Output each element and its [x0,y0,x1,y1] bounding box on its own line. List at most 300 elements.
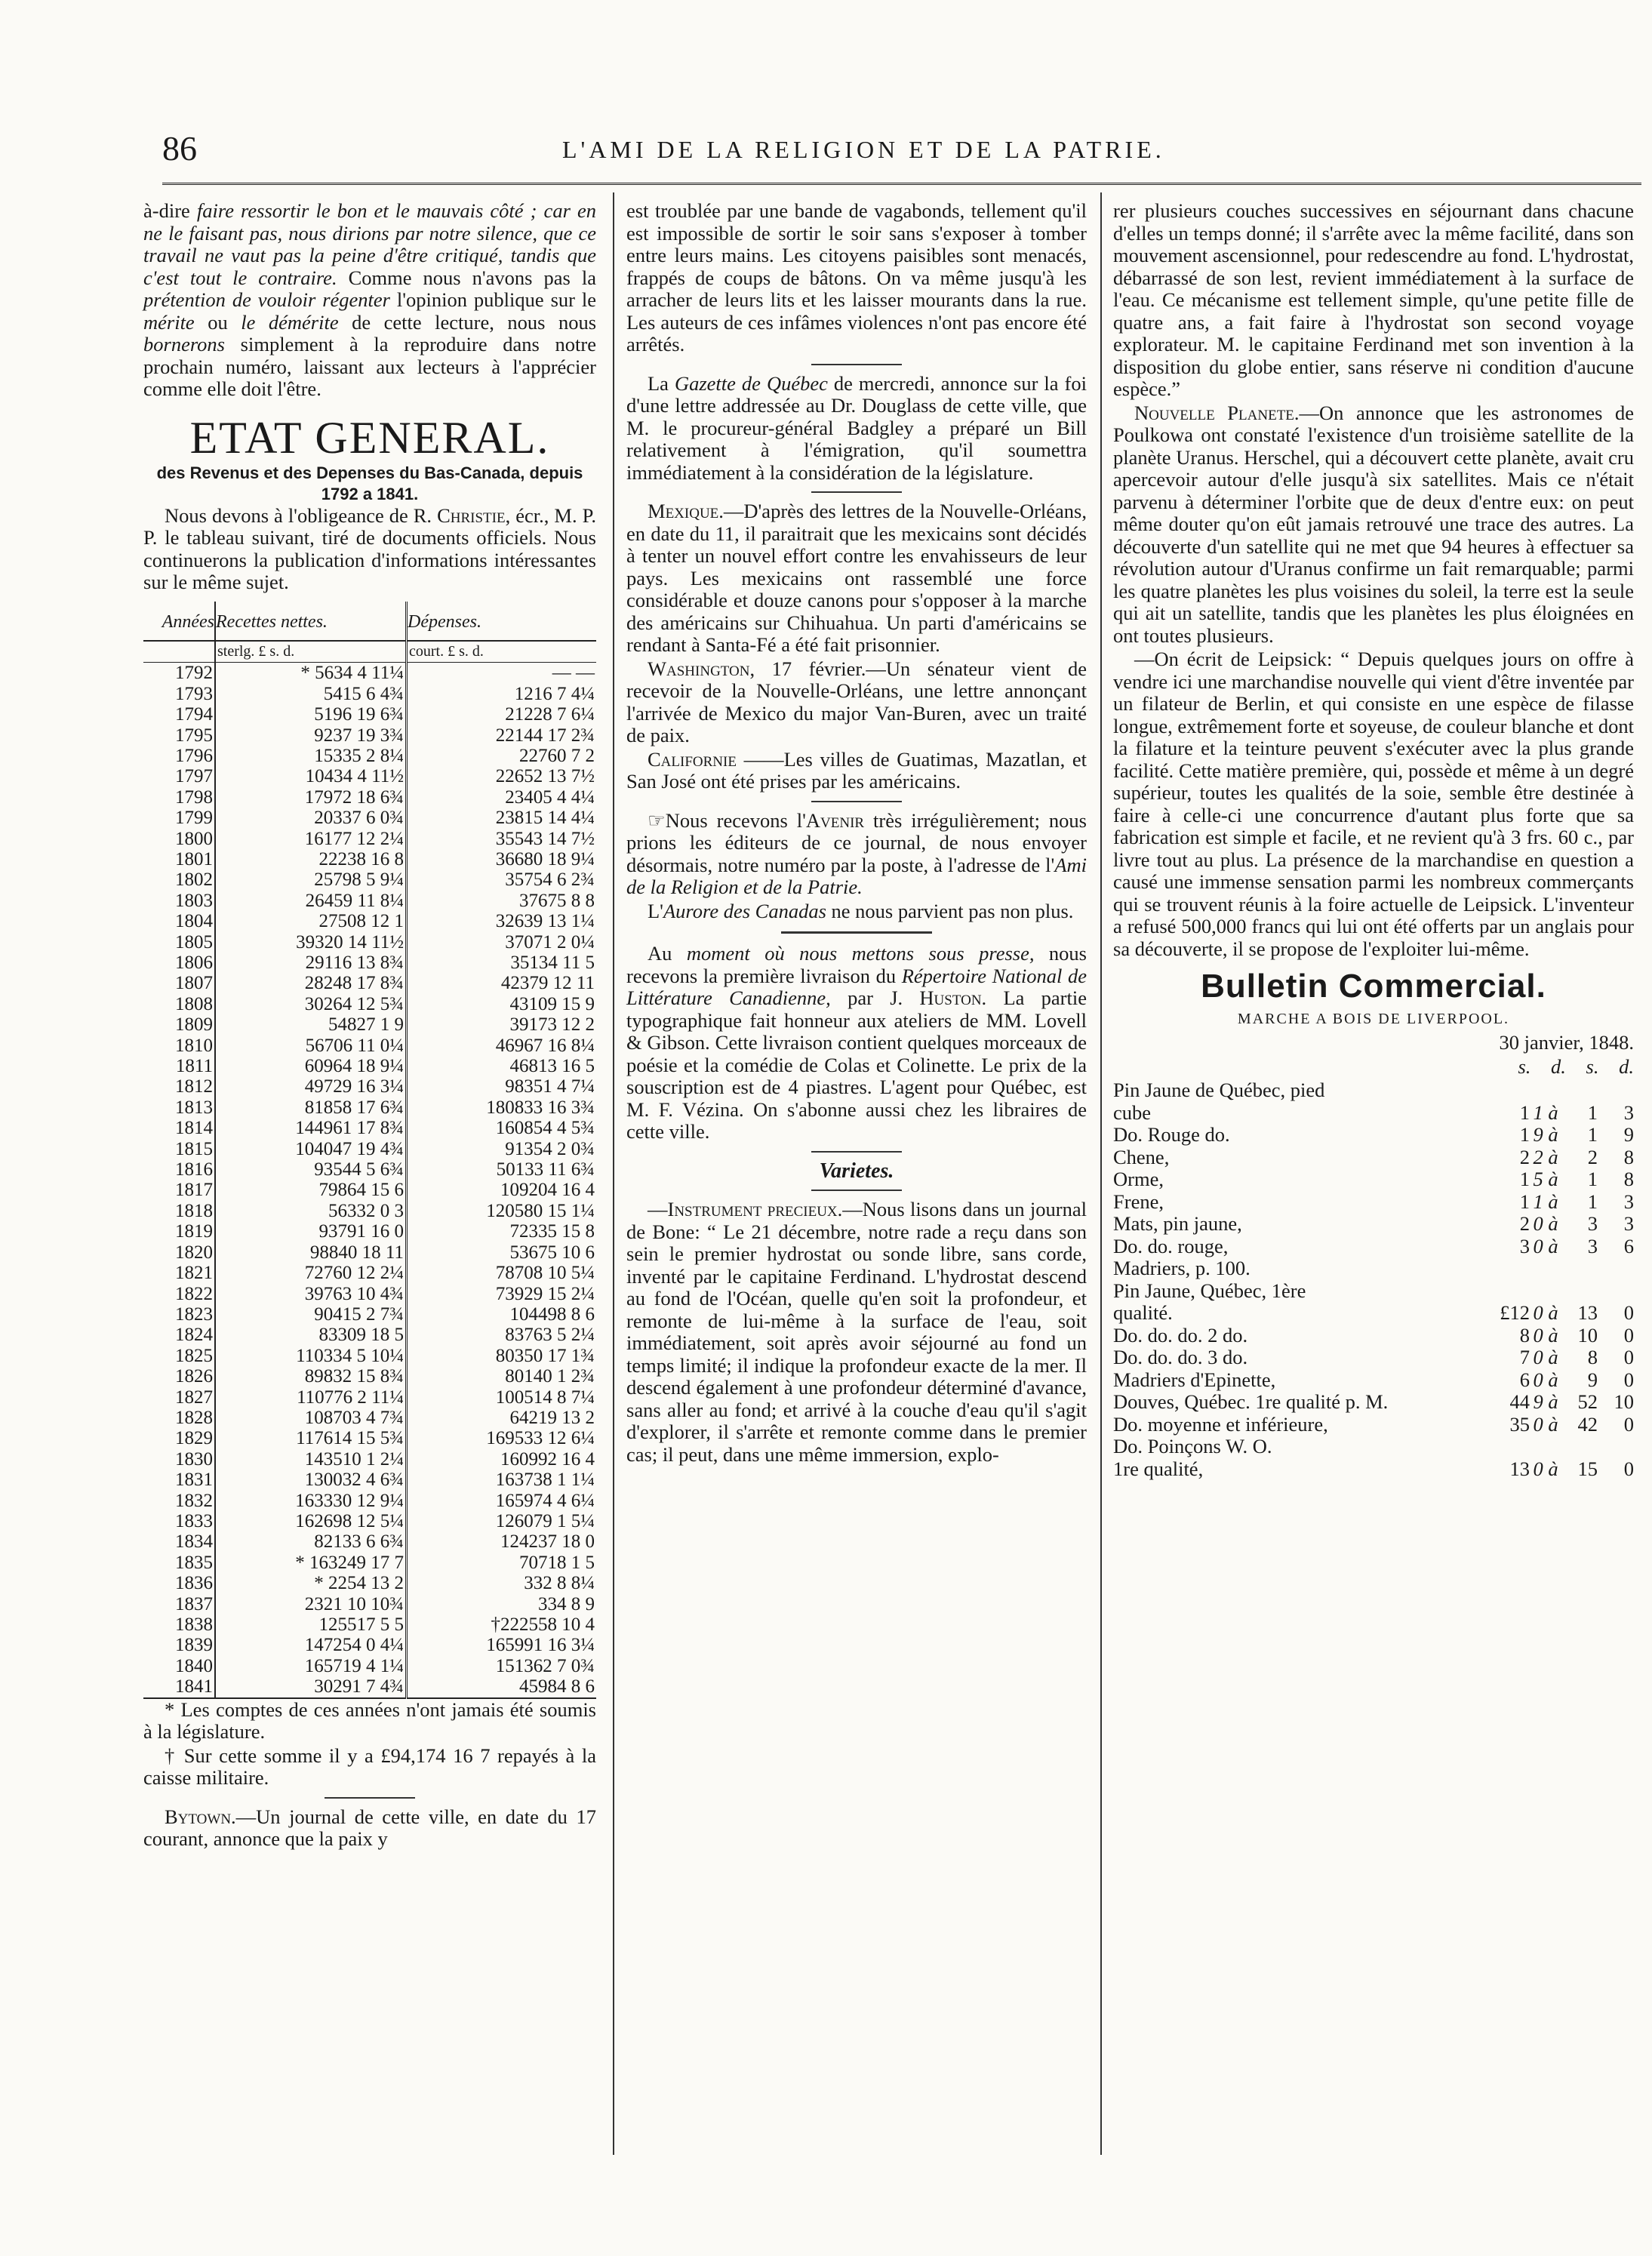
market-price-cell: 0 [1623,1323,1634,1347]
expenses-cell: 180833 16 3¾ [486,1097,595,1118]
receipts-cell: 90415 2 7¾ [215,1304,407,1325]
market-price-cell [1598,1280,1634,1303]
receipts-cell: 54827 1 9 [215,1014,407,1035]
year-cell: 1800 [143,829,215,849]
market-price-cell: £12 [1500,1301,1530,1324]
column-2 [626,200,1087,1467]
year-cell: 1832 [143,1491,215,1511]
year-cell: 1808 [143,994,215,1014]
expenses-cell: 78708 10 5¼ [495,1263,595,1284]
year-cell: 1830 [143,1449,215,1470]
receipts-cell: 93791 16 0 [215,1221,407,1242]
market-price-cell: 1 [1519,1168,1530,1190]
separator [811,364,902,365]
expenses-cell: 160854 4 5¾ [495,1118,595,1139]
receipts-cell: 110334 5 10¼ [215,1346,407,1366]
market-date: 30 janvier, 1848. [1499,1031,1634,1054]
year-cell: 1815 [143,1139,215,1159]
market-price-cell: 0 à [1533,1301,1558,1324]
running-title: L'AMI DE LA RELIGION ET DE LA PATRIE. [562,136,1165,163]
expenses-cell: 35543 14 7½ [495,828,595,849]
expenses-cell: 169533 12 6¼ [486,1428,595,1449]
footnote-dagger: † Sur cette somme il y a £94,174 16 7 repayés à la caisse militaire. [143,1744,596,1790]
expenses-cell: 160992 16 4 [500,1448,595,1470]
table-row [143,1159,596,1180]
expenses-cell: 163738 1 1¼ [495,1470,595,1491]
market-price-cell: 1 [1519,1100,1530,1124]
table-row [143,1221,596,1242]
col-head-expenses: Dépenses. [407,602,597,641]
table-row [143,1594,596,1614]
gazette-paragraph: La Gazette de Québec de mercredi, annonce sur la foi d'une lettre addressée au Dr. Douglass de cette ville, que M. le procureur-général Badgley a préparé un Bill relativement à l'émigration, qu'il soumettra immédiatement à la considération de la législature. [626,371,1087,484]
table-row [143,1263,596,1283]
market-price-cell: 9 à [1533,1123,1558,1146]
market-row [1113,1102,1634,1125]
receipts-cell: 117614 15 5¾ [215,1428,407,1448]
expenses-cell: 72335 15 8 [509,1221,595,1242]
market-table-body [1113,1079,1634,1480]
table-row [143,1656,596,1676]
market-price-cell: 10 [1614,1390,1634,1413]
page-header [162,128,1641,174]
table-row [143,1014,596,1035]
receipts-cell: 27508 12 1 [215,911,407,931]
table-row [143,1676,596,1697]
expenses-cell: 42379 12 11 [500,973,595,994]
leipsick-paragraph: —On écrit de Leipsick: “ Depuis quelques jours on offre à vendre ici une marchandise nouvelle qui vient d'être inventée par un filateur de Berlin, et qui consiste en une espèce de filasse longue, extrêmement forte et soyeuse, de couleur blanche et dont la filature et la teinture peuvent s'exécuter avec la plus grande facilité. Cette matière première, qui, possède et même à un degré supérieur, toutes les qualités de la soie, semble être destinée à faire à celle-ci une concurrence d'autant plus forte que sa fabrication est simple et facile, et ne revient qu'à 3 frs. 60 c., par livre tout au plus. La présence de la marchandise en question a causé une immense sensation parmi les nombreux commerçants qui se trouvent réunis à la foire actuelle de Leipsick. L'inventeur a refusé 500,000 francs qui lui ont été offerts par un anglais pour sa découverte, il se propose de l'exploiter lui-même. [1113,648,1634,960]
market-row [1113,1257,1634,1280]
market-item-label: Orme, [1113,1168,1164,1190]
receipts-cell: 163330 12 9¼ [215,1491,407,1511]
table-row [143,725,596,746]
market-item-label: Do. do. do. 3 do. [1113,1346,1248,1368]
market-price-cell: 13 [1509,1457,1530,1480]
year-cell: 1803 [143,891,215,911]
column-divider [613,192,614,2155]
market-item-label: Do. Rouge do. [1113,1123,1230,1146]
market-price-cell: 2 [1519,1145,1530,1168]
table-row [143,1470,596,1490]
year-cell: 1817 [143,1180,215,1200]
year-cell: 1840 [143,1656,215,1676]
expenses-cell: 1216 7 4¼ [514,683,595,704]
table-row [143,953,596,973]
market-item-label: Do. do. do. 2 do. [1113,1323,1248,1347]
hydrostat-continued: rer plusieurs couches successives en séjournant dans chacune d'elles un temps donné; il s'arrête avec la même facilité, dans son mouvement ascensionnel, pour redescendre au fond. L'hydrostat, débarrassé de son lest, revient immédiatement à la surface de l'eau. Ce mécanisme est tellement simple, qu'une petite fille de quatre ans, a fait faire à l'hydrostat son second voyage explorateur. M. le capitaine Ferdinand met son invention à la disposition du globe entier, sans réserve ni condition d'aucune espèce.” [1113,199,1634,400]
receipts-cell: 10434 4 11½ [215,766,407,786]
market-price-cell: 6 [1519,1368,1530,1391]
market-price-cell: 8 [1623,1145,1634,1168]
expenses-cell: 35754 6 2¾ [505,869,595,891]
market-price-cell [1530,1079,1561,1102]
receipts-cell: 79864 15 6 [215,1180,407,1200]
market-row [1113,1079,1634,1102]
expenses-cell: 32639 13 1¼ [495,911,595,932]
year-cell: 1831 [143,1470,215,1490]
table-row [143,1036,596,1056]
receipts-cell: 130032 4 6¾ [215,1470,407,1490]
receipts-cell: 56332 0 3 [215,1201,407,1221]
receipts-cell: 29116 13 8¾ [215,953,407,973]
year-cell: 1821 [143,1263,215,1283]
receipts-cell: 49729 16 3¼ [215,1076,407,1097]
column-divider [1100,192,1102,2155]
market-price-cell [1561,1257,1598,1280]
expenses-cell: 126079 1 5¼ [495,1510,595,1531]
market-row [1113,1146,1634,1169]
year-cell: 1795 [143,725,215,746]
market-table [1113,1079,1634,1480]
expenses-cell: 109204 16 4 [500,1180,595,1201]
table-row [143,1511,596,1531]
bytown-paragraph: Bytown.—Un journal de cette ville, en date du 17 courant, annonce que la paix y [143,1805,596,1851]
market-price-cell: 3 [1623,1190,1634,1213]
market-price-cell: 35 [1509,1412,1530,1436]
receipts-cell: * 5634 4 11¼ [215,663,407,684]
receipts-cell: 162698 12 5¼ [215,1511,407,1531]
receipts-cell: 17972 18 6¾ [215,787,407,808]
market-price-cell [1561,1436,1598,1458]
expenses-cell: 46967 16 8¼ [495,1035,595,1056]
table-row [143,1366,596,1387]
expenses-cell: 53675 10 6 [509,1242,595,1263]
expenses-cell: 22144 17 2¾ [495,725,595,746]
footnote-asterisk: * Les comptes de ces années n'ont jamais été soumis à la législature. [143,1697,596,1744]
table-row [143,808,596,828]
year-cell: 1836 [143,1573,215,1593]
expenses-cell: 151362 7 0¾ [495,1655,595,1676]
table-row [143,994,596,1014]
market-item-label: Madriers d'Epinette, [1113,1368,1276,1391]
year-cell: 1819 [143,1221,215,1242]
intro-paragraph: à-dire faire ressortir le bon et le mauvais côté ; car en ne le faisant pas, nous dirions par notre silence, que ce travail ne vaut pas la peine d'être critiqué, tandis que c'est tout le contraire. Comme nous n'avons pas la prétention de vouloir régenter l'opinion publique sur le mérite ou le démérite de cette lecture, nous nous bornerons simplement à la reproduire dans notre prochain numéro, laissant aux lecteurs à l'apprécier comme elle doit l'être. [143,199,597,400]
market-row [1113,1369,1634,1392]
table-row [143,787,596,808]
year-cell: 1825 [143,1346,215,1366]
table-row [143,932,596,953]
varietes-title: Varietes. [819,1159,894,1183]
table-row [143,1056,596,1076]
expenses-cell: 98351 4 7¼ [505,1076,595,1097]
market-price-cell: 0 à [1533,1234,1558,1257]
year-cell: 1827 [143,1387,215,1408]
expenses-cell: — — [552,663,595,684]
table-row [143,1553,596,1573]
col-head-receipts: Recettes nettes. [215,602,407,641]
californie-paragraph: Californie ——Les villes de Guatimas, Mazatlan, et San José ont été prises par les américains. [626,747,1087,793]
table-row [143,1304,596,1325]
receipts-cell: * 163249 17 7 [215,1553,407,1573]
table-row [143,684,596,704]
nouvelle-planete-paragraph: Nouvelle Planete.—On annonce que les astronomes de Poulkowa ont constaté l'existence d'un troisième satellite de la planète Uranus. Herschel, qui a découvert cette planète, avait cru apercevoir autour d'elle jusqu'à six satellites. Mais ce n'était parvenu à déterminer l'orbite que de deux d'entre eux: on peut même douter qu'on eût jamais retrouvé une trace des autres. La découverte d'un satellite qui ne met que 94 heures à effectuer sa révolution autour d'Uranus confirme un fait remarquable; parmi les quatre planètes les plus voisines du soleil, la terre est la seule qui ait un satellite, tandis que les planètes les plus éloignées en ont toutes plusieurs. [1113,401,1634,647]
market-item-label: Pin Jaune, Québec, 1ère [1113,1279,1306,1302]
market-price-cell: 3 [1623,1212,1634,1235]
receipts-cell: 165719 4 1¼ [215,1656,407,1676]
market-price-cell: 2 [1587,1145,1598,1168]
etat-general-title: ETAT GENERAL. [189,412,550,463]
expenses-cell: †222558 10 4 [491,1614,595,1635]
separator [781,931,932,934]
col-head-year: Années [143,602,215,641]
expenses-cell: 50133 11 6¾ [496,1159,595,1180]
aurore-paragraph: L'Aurore des Canadas ne nous parvient pas non plus. [648,899,1074,922]
market-item-label: Madriers, p. 100. [1113,1257,1251,1279]
market-price-cell [1598,1257,1634,1280]
market-row [1113,1124,1634,1146]
market-row [1113,1325,1634,1347]
table-row [143,1201,596,1221]
expenses-cell: 39173 12 2 [509,1014,595,1036]
receipts-cell: 15335 2 8¼ [215,746,407,766]
market-price-cell: 9 à [1533,1390,1558,1413]
market-price-cell: 1 [1519,1123,1530,1146]
expenses-cell: 35134 11 5 [510,953,595,973]
market-heading: MARCHE A BOIS DE LIVERPOOL. [1237,1010,1510,1027]
market-price-cell [1494,1079,1530,1102]
market-price-cell: 2 à [1533,1145,1558,1168]
receipts-cell: 83309 18 5 [215,1325,407,1345]
market-price-cell: 10 [1577,1323,1598,1347]
year-cell: 1820 [143,1242,215,1263]
vagabonds-paragraph: est troublée par une bande de vagabonds, tellement qu'il est impossible de sortir le soir sans s'exposer à tomber entre leurs mains. Les citoyens paisibles sont menacés, frappés de coups de bâtons. On va même jusqu'à les arracher de leurs lits et les laisser mourants dans la rue. Les auteurs de ces infâmes violences n'ont pas encore été arrêtés. [626,199,1087,355]
year-cell: 1804 [143,911,215,931]
year-cell: 1798 [143,787,215,808]
market-item-label: Douves, Québec. 1re qualité p. M. [1113,1390,1389,1413]
receipts-cell: 39763 10 4¾ [215,1284,407,1304]
market-price-cell [1561,1079,1598,1102]
market-row [1113,1302,1634,1325]
market-price-cell: 1 [1519,1190,1530,1213]
table-row [143,869,596,890]
market-item-label: 1re qualité, [1113,1457,1204,1480]
expenses-cell: 120580 15 1¼ [486,1200,595,1221]
expenses-cell: 80140 1 2¾ [505,1366,595,1387]
table-row [143,911,596,931]
receipts-cell: 147254 0 4¼ [215,1635,407,1655]
market-units: s. d. s. d. [1518,1054,1634,1078]
year-cell: 1802 [143,869,215,890]
table-row [143,1325,596,1345]
market-price-cell: 7 [1519,1346,1530,1368]
receipts-cell: 2321 10 10¾ [215,1594,407,1614]
market-price-cell: 3 [1519,1234,1530,1257]
expenses-cell: 100514 8 7¼ [495,1387,595,1408]
table-row [143,1118,596,1138]
table-row [143,849,596,869]
market-price-cell: 3 [1623,1100,1634,1124]
year-cell: 1824 [143,1325,215,1345]
receipts-cell: 26459 11 8¼ [215,891,407,911]
year-cell: 1805 [143,932,215,953]
receipts-cell: 104047 19 4¾ [215,1139,407,1159]
market-price-cell [1598,1079,1634,1102]
market-price-cell: 2 [1519,1212,1530,1235]
year-cell: 1835 [143,1553,215,1573]
market-price-cell [1530,1257,1561,1280]
receipts-cell: 125517 5 5 [215,1614,407,1635]
market-price-cell: 42 [1577,1412,1598,1436]
market-price-cell: 9 [1587,1368,1598,1391]
year-cell: 1796 [143,746,215,766]
expenses-cell: 36680 18 9¼ [495,848,595,869]
market-price-cell: 6 [1623,1234,1634,1257]
table-row [143,766,596,786]
year-cell: 1799 [143,808,215,828]
market-price-cell: 0 [1623,1346,1634,1368]
unit-expenses: court. £ s. d. [407,641,597,663]
instrument-paragraph: —Instrument precieux.—Nous lisons dans un journal de Bone: “ Le 21 décembre, notre rade a reçu dans son sein le premier hydrostat ou sonde libre, sans corde, inventé par le capitaine Ferdinand. L'hydrostat descend au fond de l'Océan, quelle qu'en soit la profondeur, et remonte de lui-même à la surface de l'eau, soit immédiatement, soit après avoir séjourné au fond un temps limité; il indique la profondeur exacte de la mer. Il descend également à une profondeur déterminé d'avance, sans aller au fond; et arrivé à la couche d'eau qu'il s'agit d'explorer, il s'arrête et remonte comme dans le premier cas; il peut, dans une même immersion, explo- [626,1198,1087,1466]
table-row [143,1387,596,1408]
year-cell: 1810 [143,1036,215,1056]
page-number: 86 [162,129,197,168]
receipts-cell: 25798 5 9¼ [215,869,407,890]
table-row [143,891,596,911]
expenses-cell: 23405 4 4¼ [505,786,595,808]
avenir-paragraph: ☞Nous recevons l'Avenir très irrégulièrement; nous prions les éditeurs de ce journal, de nous envoyer désormais, notre numéro par la poste, à l'adresse de l'Ami de la Religion et de la Patrie. [626,808,1087,898]
year-cell: 1793 [143,684,215,704]
etat-intro: Nous devons à l'obligeance de R. Christie, écr., M. P. P. le tableau suivant, tiré de documents officiels. Nous continuerons la publication d'informations intéressantes sur le même sujet. [143,503,597,593]
market-price-cell: 1 [1587,1168,1598,1190]
receipts-cell: 28248 17 8¾ [215,973,407,993]
market-item-label: Mats, pin jaune, [1113,1212,1242,1235]
market-price-cell: 0 à [1533,1368,1558,1391]
year-cell: 1818 [143,1201,215,1221]
receipts-cell: 5196 19 6¾ [215,704,407,725]
table-row [143,1614,596,1635]
year-cell: 1828 [143,1408,215,1428]
table-body [143,663,596,1698]
table-row [143,1284,596,1304]
receipts-cell: 82133 6 6¾ [215,1531,407,1552]
expenses-cell: 334 8 9 [538,1593,595,1614]
expenses-cell: 104498 8 6 [509,1303,595,1325]
market-price-cell: 0 [1623,1457,1634,1480]
market-row [1113,1458,1634,1481]
expenses-cell: 22652 13 7½ [495,766,595,787]
market-row [1113,1391,1634,1414]
year-cell: 1814 [143,1118,215,1138]
expenses-cell: 83763 5 2¼ [505,1325,595,1346]
market-price-cell: 5 à [1533,1168,1558,1190]
market-item-label: Do. moyenne et inférieure, [1113,1412,1328,1436]
market-price-cell [1530,1436,1561,1458]
market-item-label: Do. do. rouge, [1113,1234,1229,1257]
year-cell: 1811 [143,1056,215,1076]
separator [811,801,902,802]
market-price-cell: 44 [1509,1390,1530,1413]
receipts-cell: 110776 2 11¼ [215,1387,407,1408]
table-row [143,1635,596,1655]
table-row [143,1491,596,1511]
market-price-cell: 1 [1587,1100,1598,1124]
market-price-cell: 3 [1587,1234,1598,1257]
expenses-cell: 22760 7 2 [519,745,595,766]
year-cell: 1833 [143,1511,215,1531]
header-rule [162,183,1641,185]
market-price-cell: 52 [1577,1390,1598,1413]
year-cell: 1806 [143,953,215,973]
receipts-cell: 108703 4 7¾ [215,1408,407,1428]
market-price-cell: 0 à [1533,1323,1558,1347]
market-price-cell: 0 à [1533,1212,1558,1235]
year-cell: 1807 [143,973,215,993]
table-row [143,1097,596,1118]
separator [325,1797,415,1799]
market-item-label: Pin Jaune de Québec, pied [1113,1079,1325,1101]
expenses-cell: 91354 2 0¾ [505,1138,595,1159]
table-row [143,1531,596,1552]
receipts-cell: 60964 18 9¼ [215,1056,407,1076]
expenses-cell: 70718 1 5 [519,1552,595,1573]
receipts-cell: 20337 6 0¾ [215,808,407,828]
market-price-cell: 8 [1519,1323,1530,1347]
market-row [1113,1213,1634,1236]
receipts-cell: 39320 14 11½ [215,932,407,953]
table-row [143,746,596,766]
market-price-cell: 0 à [1533,1412,1558,1436]
market-price-cell: 1 [1587,1123,1598,1146]
receipts-cell: 5415 6 4¾ [215,684,407,704]
expenses-cell: 332 8 8¼ [524,1573,595,1594]
table-row [143,663,596,684]
receipts-cell: 22238 16 8 [215,849,407,869]
year-cell: 1801 [143,849,215,869]
market-item-label: Frene, [1113,1190,1164,1213]
expenses-cell: 124237 18 0 [500,1531,595,1553]
table-row [143,1428,596,1448]
market-item-label: Chene, [1113,1145,1170,1168]
year-cell: 1792 [143,663,215,684]
market-price-cell: 0 à [1533,1346,1558,1368]
market-price-cell: 0 [1623,1301,1634,1324]
year-cell: 1838 [143,1614,215,1635]
year-cell: 1813 [143,1097,215,1118]
market-price-cell: 0 [1623,1368,1634,1391]
mexique-paragraph: Mexique.—D'après des lettres de la Nouvelle-Orléans, en date du 11, il paraitrait que les mexicains sont décidés à tenter un nouvel effort contre les envahisseurs de leur pays. Les mexicains ont rassemblé une force considérable et douze canons pour s'opposer à la marche des américains sur Chihuahua. Un parti d'américains se rendant à Santa-Fé a été fait prisonnier. [626,500,1087,656]
expenses-cell: 165991 16 3¼ [486,1635,595,1656]
year-cell: 1812 [143,1076,215,1097]
receipts-cell: 56706 11 0¼ [215,1036,407,1056]
market-price-cell: 15 [1577,1457,1598,1480]
receipts-cell: 30291 7 4¾ [215,1676,407,1697]
market-price-cell [1494,1257,1530,1280]
table-row [143,704,596,725]
market-price-cell: 0 à [1533,1457,1558,1480]
expenses-cell: 165974 4 6¼ [495,1490,595,1511]
year-cell: 1826 [143,1366,215,1387]
market-price-cell: 9 [1623,1123,1634,1146]
column-3 [1113,200,1634,1480]
market-price-cell [1561,1280,1598,1303]
market-price-cell: 8 [1623,1168,1634,1190]
unit-receipts: sterlg. £ s. d. [215,641,407,663]
market-price-cell [1598,1436,1634,1458]
table-row [143,1573,596,1593]
year-cell: 1794 [143,704,215,725]
market-row [1113,1168,1634,1191]
market-row [1113,1236,1634,1258]
separator [811,1151,902,1153]
year-cell: 1816 [143,1159,215,1180]
receipts-cell: 93544 5 6¾ [215,1159,407,1180]
column-1 [143,200,596,1852]
year-cell: 1841 [143,1676,215,1697]
receipts-cell: 98840 18 11 [215,1242,407,1263]
market-price-cell: 13 [1577,1301,1598,1324]
receipts-cell: 81858 17 6¾ [215,1097,407,1118]
market-row [1113,1414,1634,1436]
revenue-expense-table [143,602,596,1699]
